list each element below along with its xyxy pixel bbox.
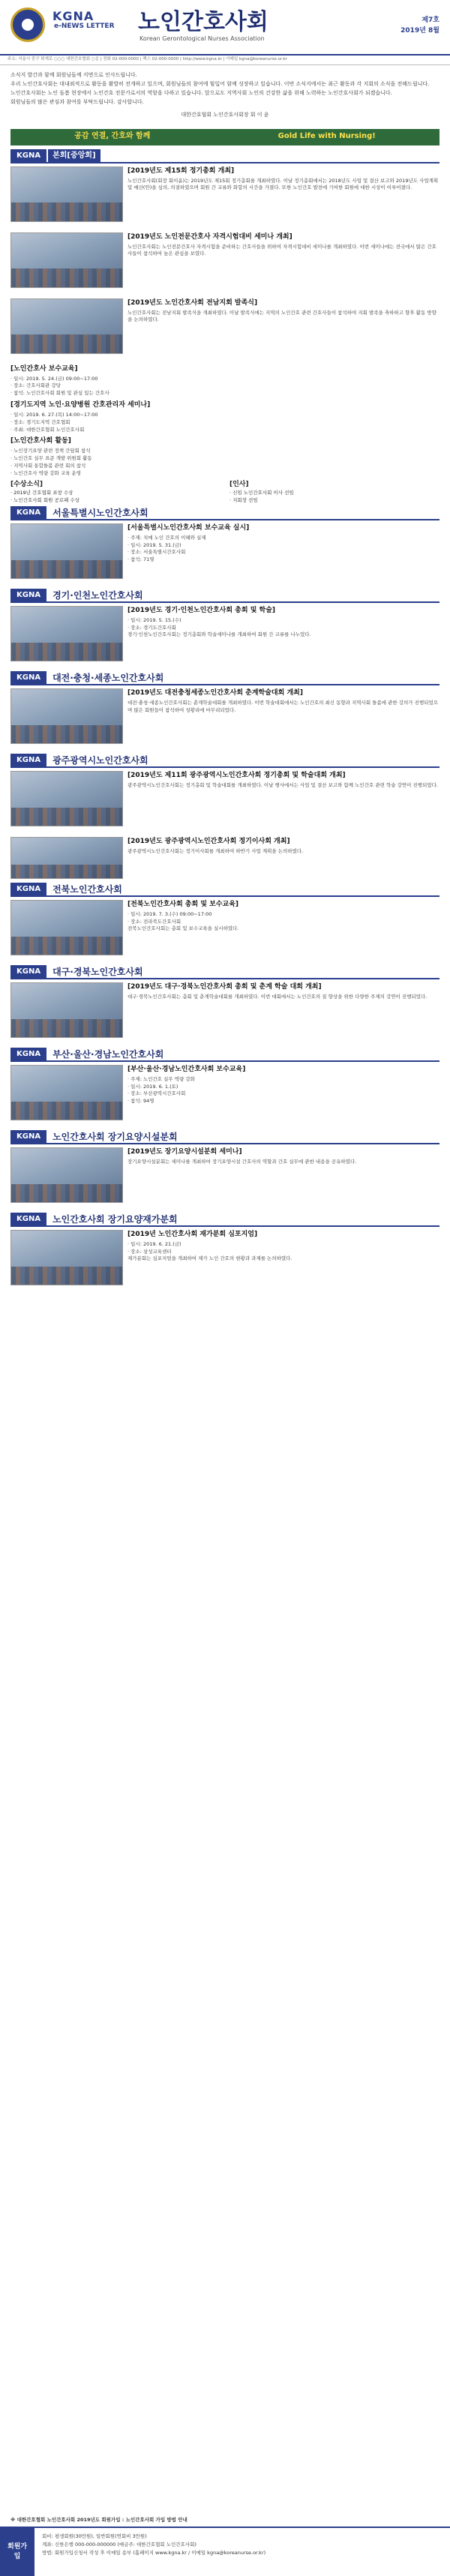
section-header — [10, 966, 440, 979]
section-tag: KGNA — [10, 149, 46, 163]
section-name: 서울특별시노인간호사회 — [52, 507, 148, 518]
section-name: 경기·인천노인간호사회 — [52, 589, 143, 601]
article-title: [2019년도 제11회 광주광역시노인간호사회 정기총회 및 학술대회 개최] — [128, 772, 346, 780]
article — [10, 771, 440, 832]
article-title: [2019년 노인간호사회 재가분회 심포지엄] — [128, 1231, 258, 1239]
box-line: · 참석: 노인간호사회 회원 및 관심 있는 간호사 — [10, 390, 110, 397]
issue-date: 2019년 8월 — [400, 27, 440, 35]
contact-line: 주소: 서울시 중구 퇴계로 ○○○ 대한간호협회 ○층 | 전화 02-000-0000 | 팩스 02-000-0000 | http://www.kgna.kr | 이메일 kgna@koreanurse.or.kr — [0, 55, 450, 65]
section-tag: KGNA — [10, 965, 46, 979]
footer-line: 회비: 평생회원(30만원), 일반회원(연회비 3만원) — [42, 2533, 147, 2539]
article-title: [2019년도 노인전문간호사 자격시험대비 세미나 개최] — [128, 232, 292, 241]
slogan-korean: 공감 연결, 간호와 함께 — [74, 132, 151, 141]
awards-box — [10, 480, 220, 504]
article-title: [2019년도 제15회 정기총회 개최] — [128, 166, 235, 175]
box-line: · 지역사회 통합돌봄 관련 회의 참석 — [10, 462, 86, 469]
article-text: 대전·충청·세종노인간호사회는 춘계학술대회를 개최하였다. 이번 학술대회에서는 노인간호의 최신 동향과 지역사회 돌봄에 관한 강의가 진행되었으며 많은 회원들이 참석하여 성황리에 마무리되었다. — [128, 700, 439, 713]
section-name: 부산·울산·경남노인간호사회 — [52, 1048, 164, 1060]
section-header — [10, 1048, 440, 1062]
event-photo — [10, 1230, 123, 1285]
kgna-logo: KGNA — [52, 9, 94, 23]
section-name: 전북노인간호사회 — [52, 883, 122, 895]
newsletter-subtitle: Korean Gerontological Nurses Association — [140, 35, 265, 42]
article-text: 노인간호사회는 전남지회 발족식을 개최하였다. 이날 발족식에는 지역의 노인간호 관련 간호사들이 참석하여 지회 발족을 축하하고 향후 활동 방향을 논의하였다. — [128, 309, 436, 323]
section-name: 대전·충청·세종노인간호사회 — [52, 672, 164, 683]
event-photo — [10, 771, 123, 826]
article — [10, 606, 440, 667]
section-header — [10, 672, 440, 685]
article-text: 광주광역시노인간호사회는 정기총회 및 학술대회를 개최하였다. 이날 행사에서는 사업 및 결산 보고와 함께 노인간호 관련 학술 강연이 진행되었다. — [128, 782, 438, 789]
section-tag: KGNA — [10, 671, 46, 685]
box-title: [노인간호사 보수교육] — [10, 364, 78, 373]
section-tag: KGNA — [10, 883, 46, 896]
section-name: 대구·경북노인간호사회 — [52, 966, 143, 977]
slogan-banner — [10, 129, 440, 145]
section-name: 광주광역시노인간호사회 — [52, 754, 148, 766]
article — [10, 837, 440, 879]
section-header — [10, 150, 440, 163]
box-line: · 노인간호 실무 표준 개발 위원회 활동 — [10, 455, 92, 462]
info-box — [10, 400, 440, 433]
article — [10, 1065, 440, 1126]
people-title: [인사] — [230, 481, 249, 489]
article — [10, 298, 440, 360]
box-line: · 일시: 2019. 6. 27.(목) 14:00~17:00 — [10, 412, 98, 418]
greeting — [0, 65, 450, 123]
event-photo — [10, 1065, 123, 1120]
section-tag: KGNA — [10, 1048, 46, 1061]
greeting-paragraph: 우리 노인간호사회는 대내외적으로 활동을 활발히 전개하고 있으며, 회원님들의 참여에 힘입어 함께 성장하고 있습니다. 이번 소식지에서는 최근 활동과 각 지회의 소식을 전해드립니다. — [10, 81, 430, 88]
section-name: 노인간호사회 장기요양재가분회 — [52, 1213, 178, 1225]
section-header — [10, 507, 440, 520]
event-photo — [10, 982, 123, 1038]
greeting-paragraph: 노인간호사회는 노인 돌봄 현장에서 노인간호 전문가로서의 역할을 다하고 있습니다. 앞으로도 지역사회 노인의 건강한 삶을 위해 노력하는 노인간호사회가 되겠습니다. — [10, 90, 392, 97]
event-photo — [10, 688, 123, 744]
award-item: · 노인간호사회 회원 공로패 수상 — [10, 496, 80, 503]
people-item: · 신임 노인간호사회 이사 선임 — [230, 490, 294, 496]
section-header — [10, 1213, 440, 1227]
footer-line: 방법: 회원가입신청서 작성 후 이메일 송부 (홈페이지 www.kgna.kr / 이메일 kgna@koreanurse.or.kr) — [42, 2550, 266, 2557]
issue-info — [400, 15, 440, 37]
article-text: 대구·경북노인간호사회는 총회 및 춘계학술대회를 개최하였다. 이번 대회에서는 노인간호의 질 향상을 위한 다양한 주제의 강연이 진행되었다. — [128, 994, 428, 1000]
article-text: 노인간호사회(회장 회이윤)는 2019년도 제15회 정기총회를 개최하였다. 이날 정기총회에서는 2018년도 사업 및 결산 보고와 2019년도 사업계획 및 예산(안)을 심의, 의결하였으며 회원 간 교류와 화합의 시간을 가졌다. 또한 노인간호 발전에 기여한 회원에 대한 시상이 이루어졌다. — [128, 177, 439, 191]
article-text: · 일시: 2019. 6. 21.(금) · 장소: 삼성교육센터 재가분회는 심포지엄을 개최하여 재가 노인 간호의 현황과 과제를 논의하였다. — [128, 1241, 292, 1262]
people-box — [230, 480, 440, 504]
greeting-paragraph: 회원님들의 많은 관심과 참여를 부탁드립니다. 감사합니다. — [10, 99, 144, 106]
box-line: · 일시: 2019. 5. 24.(금) 09:00~17:00 — [10, 375, 98, 382]
article — [10, 1147, 440, 1209]
greeting-paragraph: 소식지 발간과 함께 회원님들께 지면으로 인사드립니다. — [10, 71, 137, 78]
article-text: · 주제: 치매 노인 간호의 이해와 실제 · 일시: 2019. 5. 31.(금) · 장소: 서울특별시간호사회 · 참석: 71명 — [128, 535, 206, 562]
article-title: [전북노인간호사회 총회 및 보수교육] — [128, 901, 239, 909]
awards-title: [수상소식] — [10, 481, 44, 489]
award-item: · 2019년 간호협회 표창 수상 — [10, 490, 74, 496]
event-photo — [10, 837, 123, 879]
event-photo — [10, 1147, 123, 1203]
article-title: [2019년도 경기·인천노인간호사회 총회 및 학술] — [128, 607, 276, 615]
section-name: 노인간호사회 장기요양시설분회 — [52, 1131, 178, 1142]
article-title: [2019년도 장기요양시설분회 세미나] — [128, 1148, 242, 1156]
membership-footer — [0, 2527, 450, 2576]
box-title: [경기도지역 노인·요양병원 간호관리자 세미나] — [10, 400, 151, 409]
article — [10, 166, 440, 228]
masthead — [0, 0, 450, 55]
article — [10, 1230, 440, 1291]
article-title: [부산·울산·경남노인간호사회 보수교육] — [128, 1066, 246, 1074]
membership-note: ※ 대한간호협회 노인간호사회 2019년도 회원가입 : 노인간호사회 가입 방법 안내 — [10, 2516, 188, 2523]
awards-and-people — [10, 480, 440, 504]
newsletter-title: 노인간호사회 — [138, 9, 268, 35]
article-text: · 일시: 2019. 5. 15.(수) · 장소: 경기도간호사회 경기·인천노인간호사회는 정기총회와 학술세미나를 개최하여 회원 간 교류를 나누었다. — [128, 617, 311, 638]
event-photo — [10, 232, 123, 288]
section-header — [10, 754, 440, 768]
event-photo — [10, 900, 123, 955]
event-photo — [10, 606, 123, 661]
article-title: [2019년도 대구·경북노인간호사회 총회 및 춘계 학술 대회 개최] — [128, 983, 322, 991]
article-text: · 일시: 2019. 7. 3.(수) 09:00~17:00 · 장소: 전라북도간호사회 전북노인간호사회는 총회 및 보수교육을 실시하였다. — [128, 911, 239, 932]
footer-label: 회원가입 — [0, 2528, 34, 2576]
article-text: 노인간호사회는 노인전문간호사 자격시험을 준비하는 간호사들을 위하여 자격시험대비 세미나를 개최하였다. 이번 세미나에는 전국에서 많은 간호사들이 참석하여 높은 관심을 보였다. — [128, 243, 436, 257]
issue-number: 제7호 — [422, 16, 440, 24]
article-text: 장기요양시설분회는 세미나를 개최하여 장기요양시설 간호사의 역할과 간호 실무에 관한 내용을 공유하였다. — [128, 1159, 357, 1165]
section-tag: KGNA — [10, 1130, 46, 1144]
footer-text — [34, 2528, 450, 2576]
article — [10, 982, 440, 1044]
enews-label: e-NEWS LETTER — [54, 22, 115, 30]
article — [10, 523, 440, 585]
section-tag: KGNA — [10, 754, 46, 767]
association-seal-icon — [10, 7, 45, 42]
section-name: 본회[중앙회] — [48, 149, 100, 163]
article — [10, 900, 440, 961]
people-item: · 지회장 선임 — [230, 496, 258, 503]
box-line: · 장소: 경기도지역 간호협회 — [10, 418, 70, 425]
greeting-signature: 대한간호협회 노인간호사회장 회 이 윤 — [181, 111, 269, 118]
info-box — [10, 364, 440, 397]
section-header — [10, 589, 440, 603]
event-photo — [10, 298, 123, 354]
box-line: · 주최: 대한간호협회 노인간호사회 — [10, 426, 85, 433]
section-header — [10, 883, 440, 897]
article — [10, 232, 440, 294]
event-photo — [10, 166, 123, 222]
article-title: [2019년도 대전충청세종노인간호사회 춘계학술대회 개최] — [128, 689, 303, 697]
box-title: [노인간호사회 활동] — [10, 437, 71, 445]
section-header — [10, 1131, 440, 1144]
article-title: [2019년도 노인간호사회 전남지회 발족식] — [128, 298, 258, 307]
section-tag: KGNA — [10, 506, 46, 520]
article-title: [2019년도 광주광역시노인간호사회 정기이사회 개최] — [128, 838, 290, 846]
box-line: · 노인간호사 역량 강화 교육 운영 — [10, 469, 82, 476]
article-title: [서울특별시노인간호사회 보수교육 실시] — [128, 524, 250, 532]
footer-line: 계좌: 신한은행 000-000-000000 (예금주: 대한간호협회 노인간호사회) — [42, 2542, 196, 2548]
event-photo — [10, 523, 123, 579]
article-text: · 주제: 노인간호 실무 역량 강화 · 일시: 2019. 6. 1.(토) · 장소: 부산광역시간호사회 · 참석: 94명 — [128, 1076, 195, 1104]
section-tag: KGNA — [10, 1213, 46, 1226]
slogan-english: Gold Life with Nursing! — [278, 132, 376, 141]
section-tag: KGNA — [10, 589, 46, 602]
article — [10, 688, 440, 750]
box-line: · 장소: 간호사회관 강당 — [10, 382, 61, 389]
box-line: · 노인장기요양 관련 정책 간담회 참석 — [10, 448, 91, 454]
info-box — [10, 436, 440, 477]
article-text: 광주광역시노인간호사회는 정기이사회를 개최하여 하반기 사업 계획을 논의하였다. — [128, 848, 304, 855]
